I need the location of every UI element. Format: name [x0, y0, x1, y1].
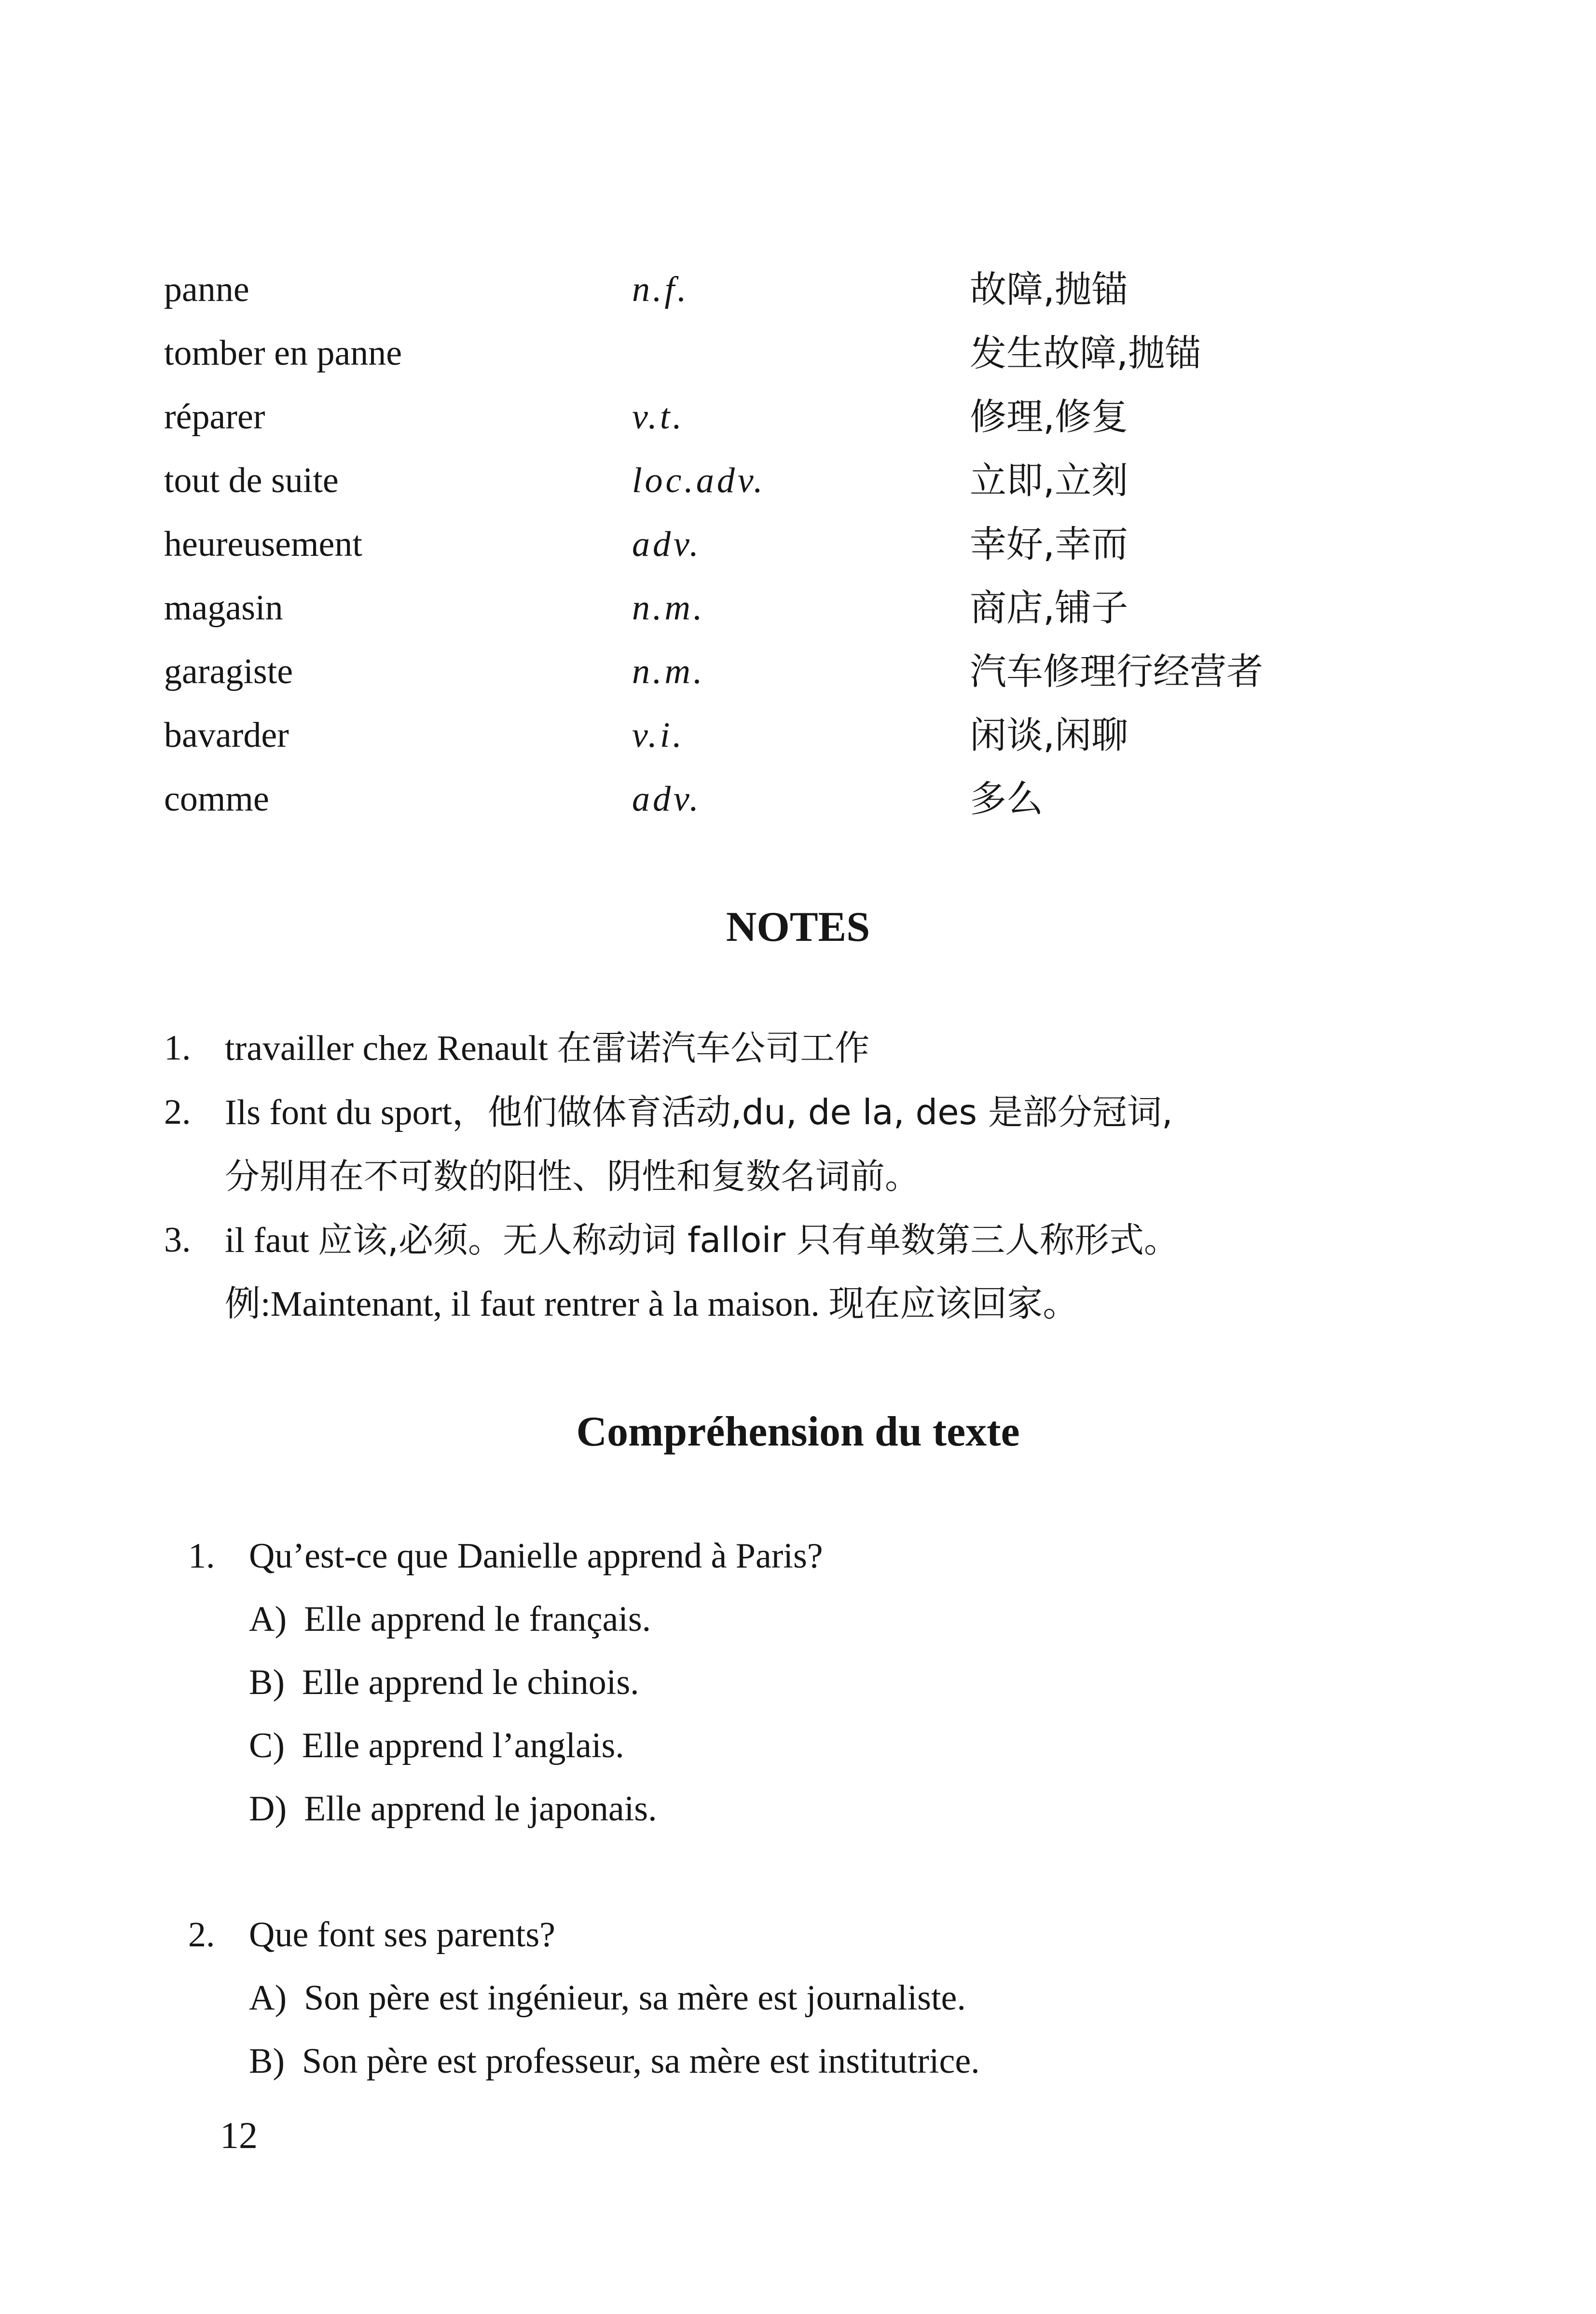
note-number: 3.	[164, 1220, 191, 1260]
vocab-word: comme	[164, 779, 269, 819]
note-french-text: Ils font du sport，	[225, 1093, 488, 1132]
vocab-part-of-speech: n.m.	[632, 588, 705, 628]
note-french-text: il faut	[225, 1221, 318, 1260]
option-text: Elle apprend l’anglais.	[302, 1726, 624, 1765]
vocab-row	[164, 703, 1370, 767]
option-letter: D)	[249, 1789, 287, 1829]
vocab-row	[164, 449, 1370, 512]
vocab-word: tomber en panne	[164, 333, 402, 373]
question-text: Que font ses parents?	[249, 1915, 555, 1955]
note-example: 例:Maintenant, il faut rentrer à la maison. 现在应该回家。	[225, 1284, 1079, 1324]
note-line	[225, 1016, 1438, 1080]
vocabulary-table	[164, 258, 1370, 831]
page-number: 12	[220, 2114, 258, 2156]
vocab-word: réparer	[164, 397, 265, 437]
vocab-part-of-speech: n.f.	[632, 270, 689, 309]
question-text: Qu’est-ce que Danielle apprend à Paris?	[249, 1536, 823, 1576]
note-item	[164, 1208, 1438, 1336]
vocab-meaning: 闲谈,闲聊	[970, 714, 1128, 757]
option-text: Son père est professeur, sa mère est institutrice.	[302, 2041, 980, 2081]
option-letter: C)	[249, 1726, 285, 1765]
option-letter: B)	[249, 2041, 285, 2081]
answer-option	[249, 1967, 1443, 2030]
vocab-part-of-speech: v.t.	[632, 397, 685, 437]
vocab-row	[164, 640, 1370, 703]
vocab-word: garagiste	[164, 652, 293, 691]
answer-option	[249, 1714, 1443, 1777]
vocab-word: bavarder	[164, 716, 289, 755]
vocab-part-of-speech: loc.adv.	[632, 461, 766, 500]
vocab-row	[164, 576, 1370, 640]
option-text: Elle apprend le japonais.	[304, 1789, 657, 1829]
vocab-part-of-speech: adv.	[632, 779, 702, 819]
notes-heading: NOTES	[726, 904, 870, 950]
vocab-part-of-speech: v.i.	[632, 716, 685, 755]
answer-option	[249, 1588, 1443, 1651]
vocab-meaning: 汽车修理行经营者	[970, 650, 1263, 693]
vocab-word: tout de suite	[164, 461, 339, 500]
vocab-row	[164, 258, 1370, 321]
vocab-meaning: 幸好,幸而	[970, 523, 1128, 565]
question-number: 1.	[188, 1536, 215, 1576]
vocab-meaning: 商店,铺子	[970, 586, 1128, 629]
note-french-text: travailler chez Renault	[225, 1029, 557, 1068]
note-chinese-text: 应该,必须。无人称动词 falloir 只有单数第三人称形式。	[318, 1220, 1179, 1260]
answer-option	[249, 1777, 1443, 1841]
note-item	[164, 1016, 1438, 1080]
comprehension-questions	[188, 1525, 1443, 2093]
vocab-word: heureusement	[164, 524, 362, 564]
comprehension-heading: Compréhension du texte	[576, 1408, 1020, 1455]
question	[188, 1903, 1443, 2093]
note-line	[225, 1208, 1438, 1272]
note-line	[225, 1080, 1438, 1144]
note-number: 2.	[164, 1092, 191, 1132]
note-chinese-text: 在雷诺汽车公司工作	[557, 1028, 870, 1068]
vocab-meaning: 故障,抛锚	[970, 268, 1128, 311]
question	[188, 1525, 1443, 1841]
vocab-row	[164, 767, 1370, 831]
note-chinese-text: 他们做体育活动,du, de la, des 是部分冠词,	[487, 1092, 1173, 1132]
option-text: Elle apprend le français.	[304, 1599, 651, 1639]
vocab-meaning: 修理,修复	[970, 395, 1128, 438]
note-continuation: 分别用在不可数的阳性、阴性和复数名词前。	[225, 1156, 920, 1197]
vocab-part-of-speech: adv.	[632, 524, 702, 564]
vocab-row	[164, 321, 1370, 385]
option-letter: A)	[249, 1978, 287, 2018]
question-number: 2.	[188, 1915, 215, 1955]
vocab-row	[164, 385, 1370, 449]
vocab-part-of-speech: n.m.	[632, 652, 705, 691]
answer-option	[249, 1651, 1443, 1714]
vocab-meaning: 多么	[970, 777, 1043, 820]
note-item	[164, 1080, 1438, 1208]
answer-option	[249, 2030, 1443, 2093]
note-number: 1.	[164, 1028, 191, 1068]
notes-list	[164, 1016, 1438, 1336]
option-text: Son père est ingénieur, sa mère est journaliste.	[304, 1978, 966, 2018]
vocab-word: magasin	[164, 588, 283, 628]
vocab-word: panne	[164, 270, 249, 309]
option-text: Elle apprend le chinois.	[302, 1663, 639, 1702]
vocab-meaning: 发生故障,抛锚	[970, 331, 1202, 374]
option-letter: B)	[249, 1663, 285, 1702]
option-letter: A)	[249, 1599, 287, 1639]
vocab-row	[164, 512, 1370, 576]
vocab-meaning: 立即,立刻	[970, 459, 1128, 502]
